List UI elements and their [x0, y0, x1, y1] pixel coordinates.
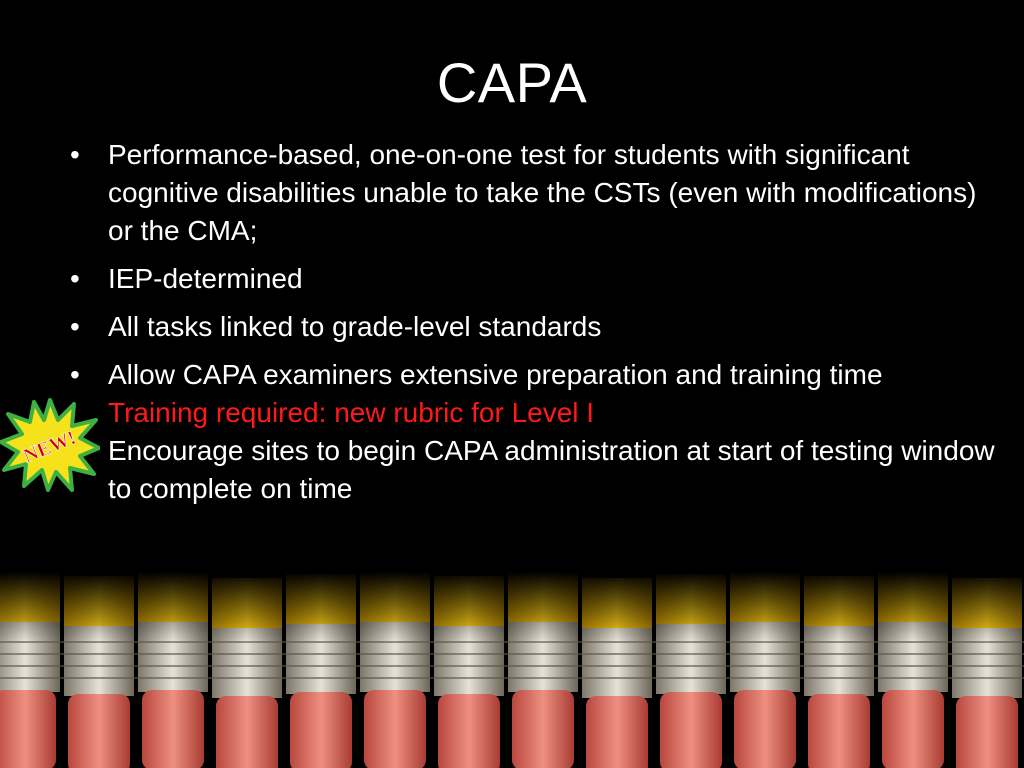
slide-title: CAPA — [436, 51, 588, 114]
bullet-item — [60, 308, 1000, 346]
bullet-list — [60, 136, 1000, 518]
bullet-item — [60, 260, 1000, 298]
bullet-text: Performance-based, one-on-one test for students with significant cognitive disabilities unable to take the CSTs (even with modifications) or the CMA; — [108, 139, 977, 246]
top-fade — [0, 572, 1024, 768]
pencils-image — [0, 572, 1024, 768]
bullet-dot: • — [70, 359, 80, 390]
highlight-note: Training required: new rubric for Level I — [108, 397, 595, 428]
bullet-dot: • — [70, 139, 80, 170]
badge-text: NEW! — [20, 426, 79, 468]
bullet-text: Allow CAPA examiners extensive preparation and training time — [108, 359, 883, 390]
sub-note: Encourage sites to begin CAPA administration at start of testing window to complete on time — [108, 435, 995, 504]
bullet-dot: • — [70, 311, 80, 342]
bullet-text: IEP-determined — [108, 263, 303, 294]
bullet-text: All tasks linked to grade-level standards — [108, 311, 602, 342]
bullet-dot: • — [70, 263, 80, 294]
new-badge-icon — [0, 398, 100, 492]
bullet-item — [60, 136, 1000, 250]
bullet-item — [60, 356, 1000, 508]
